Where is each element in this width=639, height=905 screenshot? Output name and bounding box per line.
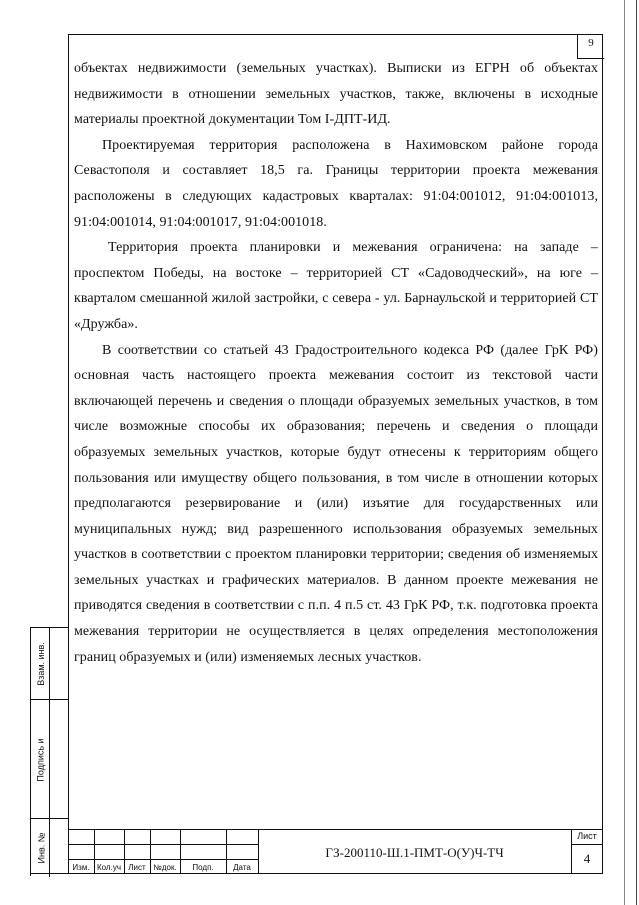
paragraph: В соответствии со статьей 43 Градостроительного кодекса РФ (далее ГрК РФ) основная часть настоящего проекта межевания состоит из текстовой части включающей перечень и сведения о площади образуемых земельных участков, в том числе возможные способы их образования; перечень и сведения о площади образуемых земельных участков, которые будут отнесены к территориям общего пользования или имуществу общего пользования, в том числе в отношении которых предполагаются резервирование и (или) изъятие для государственных или муниципальных нужд; вид разрешенного использования образуемых земельных участков в соответствии с проектом планировки территории; сведения об изменяемых земельных участках и графических материалов. В данном проекте межевания не приводятся сведения в соответствии с п.п. 4 п.5 ст. 43 ГрК РФ, т.к. подготовка проекта межевания территории не осуществляется в целях определения местоположения границ образуемых и (или) изменяемых лесных участков. (74, 342, 598, 665)
sheet-label: Лист (577, 831, 597, 841)
title-block-col-list: Лист (128, 863, 146, 872)
page-number-top: 9 (577, 34, 604, 59)
scan-edge-line (636, 0, 637, 905)
document-code: ГЗ-200110-Ш.1-ПМТ-О(У)Ч-ТЧ (325, 845, 504, 860)
scan-edge-line (624, 0, 625, 905)
paragraph: Территория проекта планировки и межевания ограничена: на западе – проспектом Победы, на востоке – территорией СТ «Садоводческий», на юге – кварталом смешанной жилой застройки, с севера - ул. Барнаульской и территорией СТ «Дружба». (74, 240, 598, 332)
sheet-number: 4 (583, 851, 591, 866)
margin-stamp-column (30, 627, 69, 876)
stamp-label-podpis: Подпись и (36, 737, 46, 782)
paragraph: Проектируемая территория расположена в Нахимовском районе города Севастополя и составляет 18,5 га. Границы территории проекта межевания расположены в следующих кадастровых кварталах: 91:04:001012, 91:04:001013, 91:04:001014, 91:04:001017, 91:04:001018. (74, 137, 598, 230)
paragraph: объектах недвижимости (земельных участках). Выписки из ЕГРН об объектах недвижимости в отношении земельных участков, также, включены в исходные материалы проектной документации Том I-ДПТ-ИД. (74, 61, 598, 128)
title-block-col-izm: Изм. (72, 863, 90, 872)
stamp-cell-vzam-inv (31, 627, 69, 700)
stamp-cell-podpis (31, 699, 69, 819)
frame-right (602, 34, 603, 873)
stamp-label-vzam-inv: Взам. инв. (36, 642, 47, 686)
title-block-col-kol-uch: Кол.уч (97, 863, 121, 872)
title-block-col-data: Дата (233, 863, 251, 872)
title-block (68, 829, 603, 874)
body-text (74, 56, 598, 670)
stamp-cell-inv-no (31, 818, 69, 877)
title-block-col-ndok: №док. (153, 863, 177, 872)
stamp-label-inv-no: Инв. № (36, 832, 47, 864)
title-block-col-podp: Подп. (192, 863, 214, 872)
frame-top (68, 34, 603, 35)
